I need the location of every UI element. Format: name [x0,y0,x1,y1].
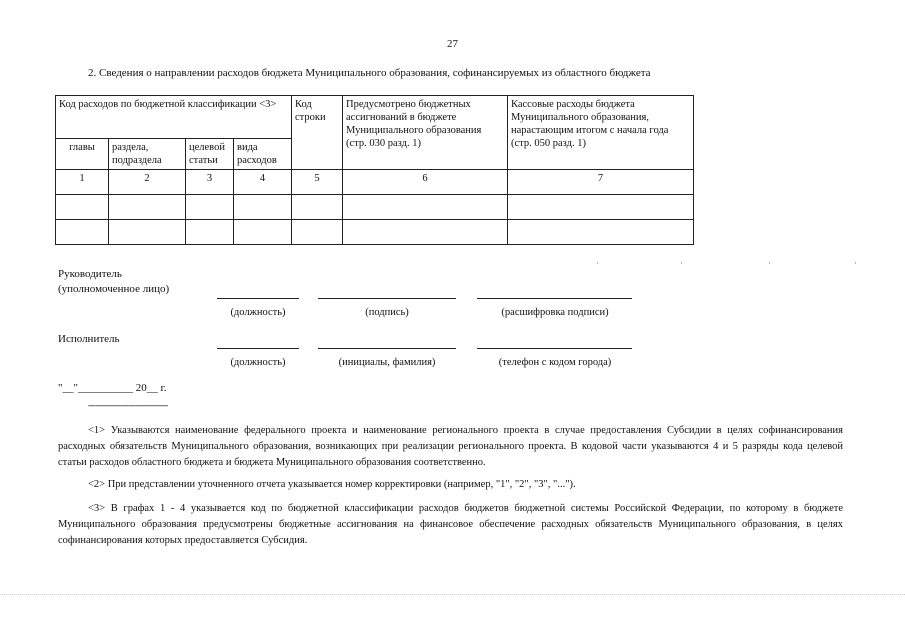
table-cell [508,220,694,245]
table-cell [234,220,292,245]
caption-executor-position: (должность) [230,357,286,368]
table-cell [186,195,234,220]
header-budget-classification-code: Код расходов по бюджетной классификации <3> [56,96,292,139]
table-cell [56,220,109,245]
footnote-separator: -------------------------------- [88,400,168,410]
head-position-line [217,298,299,299]
table-cell [56,195,109,220]
table-cell [234,195,292,220]
executor-position-line [217,348,299,349]
table-cell [186,220,234,245]
table-cell [109,195,186,220]
table-cell [343,195,508,220]
subheader-section: раздела, подраздела [109,139,186,170]
executor-name-line [318,348,456,349]
table-cell [292,195,343,220]
head-name-line [477,298,632,299]
head-label-authorized: (уполномоченное лицо) [58,283,170,295]
subheader-chapter: главы [56,139,109,170]
page-number: 27 [447,38,458,50]
caption-position: (должность) [230,307,286,318]
table-cell [508,195,694,220]
scan-speck: · [596,258,599,268]
executor-phone-line [477,348,632,349]
table-cell [292,220,343,245]
table-row [56,195,694,220]
date-line: "__"__________ 20__ г. [58,382,167,394]
column-number: 3 [186,170,234,195]
footnote-2: <2> При представлении уточненного отчета указывается номер корректировки (например, "1", "2", "3", "..."). [88,479,576,490]
table-row [56,220,694,245]
subheader-expense-type: вида расходов [234,139,292,170]
scan-artifact-line [0,594,905,595]
caption-signature-decoding: (расшифровка подписи) [501,307,609,318]
table-row-column-numbers [56,170,694,195]
column-number: 1 [56,170,109,195]
head-signature-line [318,298,456,299]
footnote-3: <3> В графах 1 - 4 указывается код по бюджетной классификации расходов бюджетов бюджетной системы Российской Федерации, по которому в бюджете Муниципального образования предусмотрены бюджетные ассигнования на финансовое обеспечение расходных обязательств Муниципального образования, в целях софинансирования которых предоставляется Субсидия. [58,503,843,546]
table-cell [343,220,508,245]
column-number: 2 [109,170,186,195]
caption-signature: (подпись) [365,307,409,318]
head-label: Руководитель [58,268,122,280]
column-number: 5 [292,170,343,195]
section-title: 2. Сведения о направлении расходов бюджета Муниципального образования, софинансируемых из областного бюджета [88,67,651,79]
scan-speck: · [680,258,683,268]
column-number: 6 [343,170,508,195]
budget-expenses-table [55,95,694,245]
caption-executor-phone: (телефон с кодом города) [498,357,612,368]
caption-executor-name: (инициалы, фамилия) [338,357,436,368]
scan-speck: · [854,258,857,268]
header-cash-expenses: Кассовые расходы бюджета Муниципального образования, нарастающим итогом с начала года (стр. 050 разд. 1) [508,96,694,170]
executor-label: Исполнитель [58,333,120,345]
header-line-code: Код строки [292,96,343,170]
header-planned-allocations: Предусмотрено бюджетных ассигнований в бюджете Муниципального образования (стр. 030 разд. 1) [343,96,508,170]
table-cell [109,220,186,245]
subheader-target-item: целевой статьи [186,139,234,170]
column-number: 7 [508,170,694,195]
column-number: 4 [234,170,292,195]
footnote-1: <1> Указываются наименование федерального проекта и наименование регионального проекта в случае предоставления Субсидии в целях софинансирования расходных обязательств Муниципального образования, возникающих при реализации регионального проекта. В кодовой части указываются 4 и 5 разряды кода целевой статьи расходов областного бюджета и бюджета Муниципального образования соответственно. [58,425,843,468]
scan-speck: · [768,258,771,268]
